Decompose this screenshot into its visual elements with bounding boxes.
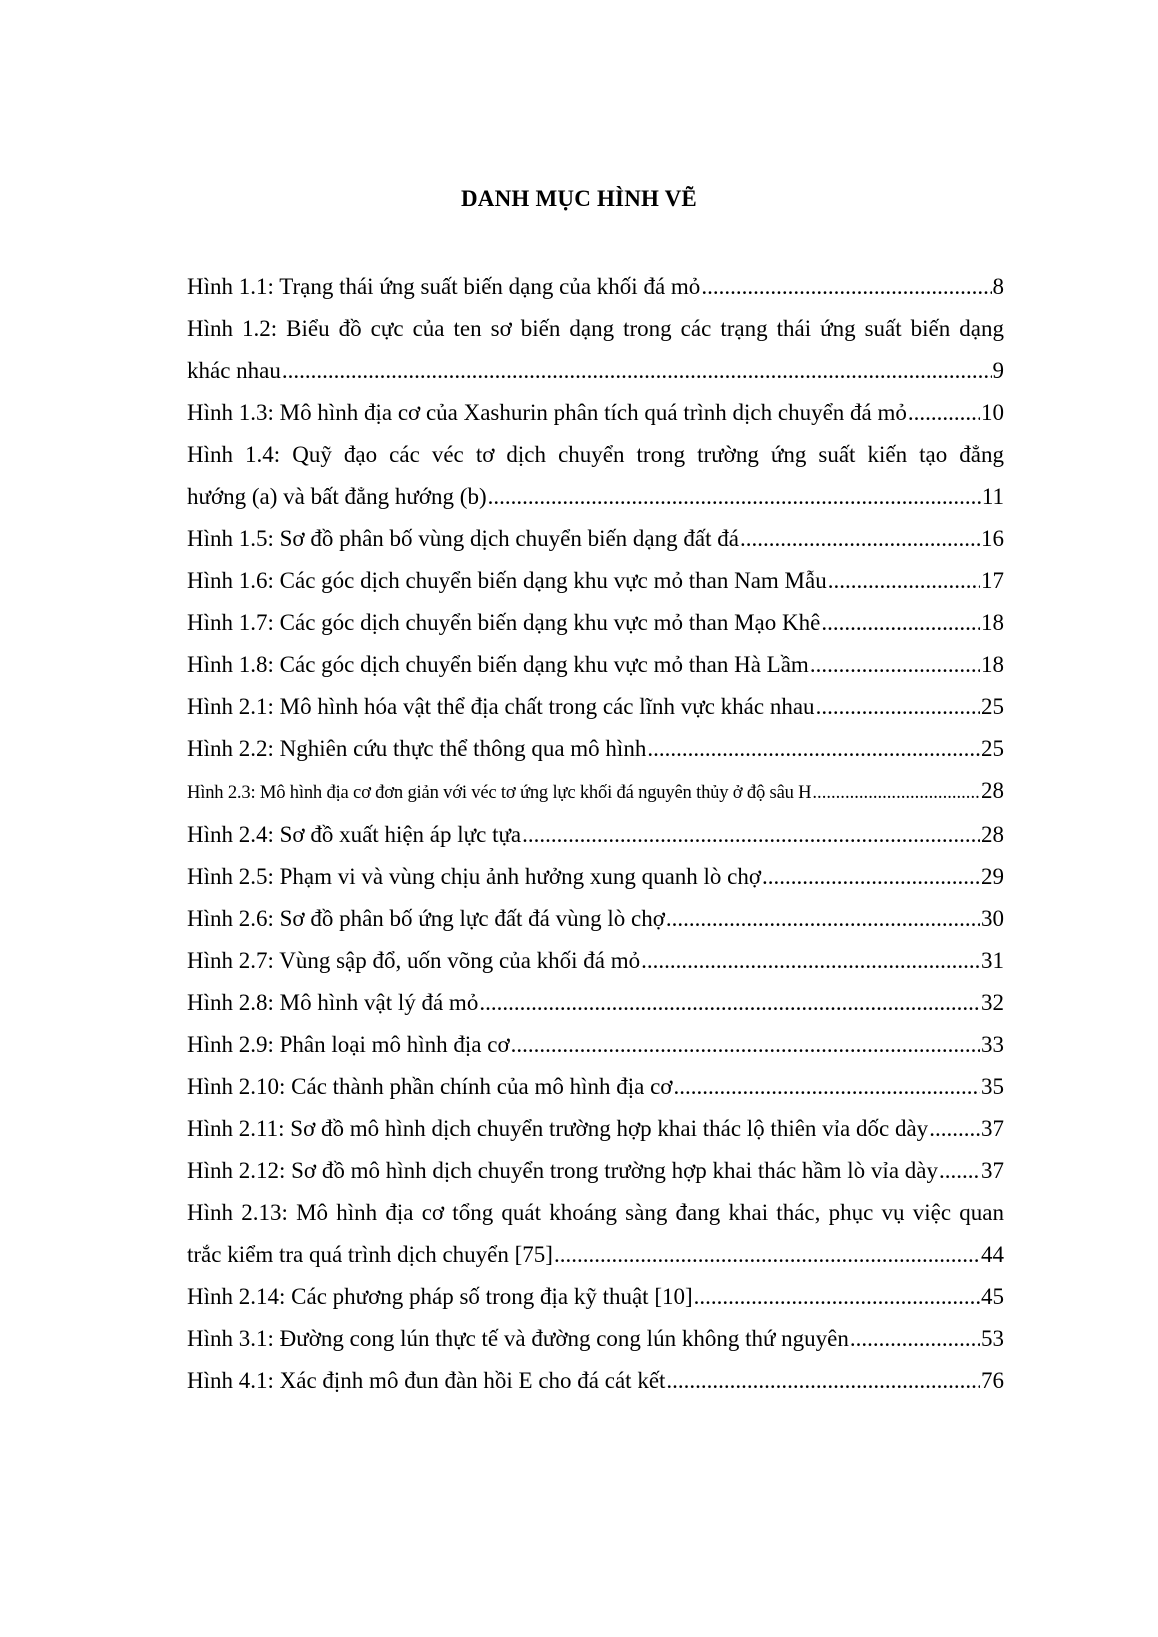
dot-leader xyxy=(522,814,980,856)
figure-entry[interactable] xyxy=(187,1024,1004,1066)
figure-entry-text: Hình 2.13: Mô hình địa cơ tổng quát khoáng sàng đang khai thác, phục vụ việc quan xyxy=(187,1200,1004,1225)
figure-entry[interactable] xyxy=(187,814,1004,856)
figure-entry[interactable] xyxy=(187,898,1004,940)
page-number: 45 xyxy=(981,1284,1004,1309)
dot-leader xyxy=(939,1150,980,1192)
figure-entry[interactable] xyxy=(187,770,1004,814)
dot-leader xyxy=(701,266,991,308)
page-number: 32 xyxy=(981,990,1004,1015)
dot-leader xyxy=(828,560,980,602)
figure-list xyxy=(187,266,1004,1402)
figure-entry-text: Hình 1.5: Sơ đồ phân bố vùng dịch chuyển biến dạng đất đá xyxy=(187,526,739,551)
dot-leader xyxy=(694,1276,980,1318)
page-number: 8 xyxy=(992,274,1004,299)
page-number: 44 xyxy=(981,1242,1004,1267)
page-number: 18 xyxy=(981,652,1004,677)
figure-entry[interactable] xyxy=(187,602,1004,644)
page-number: 11 xyxy=(981,484,1004,509)
dot-leader xyxy=(908,392,980,434)
figure-entry[interactable] xyxy=(187,1360,1004,1402)
figure-entry-text: trắc kiểm tra quá trình dịch chuyển [75] xyxy=(187,1242,553,1267)
dot-leader xyxy=(479,982,980,1024)
figure-entry-text: Hình 2.3: Mô hình địa cơ đơn giản với véc tơ ứng lực khối đá nguyên thủy ở độ sâu H xyxy=(187,782,812,803)
figure-entry[interactable] xyxy=(187,1108,1004,1150)
page-number: 35 xyxy=(981,1074,1004,1099)
figure-entry[interactable] xyxy=(187,940,1004,982)
figure-entry[interactable] xyxy=(187,728,1004,770)
figure-entry-text: Hình 1.8: Các góc dịch chuyển biến dạng khu vực mỏ than Hà Lầm xyxy=(187,652,809,677)
figure-entry-text: Hình 2.12: Sơ đồ mô hình dịch chuyển trong trường hợp khai thác hầm lò vỉa dày xyxy=(187,1158,938,1183)
figure-entry[interactable] xyxy=(187,518,1004,560)
figure-entry-text: Hình 1.4: Quỹ đạo các véc tơ dịch chuyển trong trường ứng suất kiến tạo đẳng xyxy=(187,442,1004,467)
figure-entry-text: Hình 1.7: Các góc dịch chuyển biến dạng khu vực mỏ than Mạo Khê xyxy=(187,610,821,635)
figure-entry[interactable] xyxy=(187,1276,1004,1318)
dot-leader xyxy=(666,898,980,940)
dot-leader xyxy=(816,686,980,728)
page-number: 29 xyxy=(981,864,1004,889)
page-number: 18 xyxy=(981,610,1004,635)
figure-entry-text: Hình 1.3: Mô hình địa cơ của Xashurin phân tích quá trình dịch chuyển đá mỏ xyxy=(187,400,907,425)
page-number: 28 xyxy=(981,822,1004,847)
figure-entry[interactable] xyxy=(187,1318,1004,1360)
figure-entry-text: khác nhau xyxy=(187,358,281,383)
page-number: 9 xyxy=(992,358,1004,383)
page-title: DANH MỤC HÌNH VẼ xyxy=(461,186,697,211)
figure-entry-text: Hình 1.2: Biểu đồ cực của ten sơ biến dạng trong các trạng thái ứng suất biến dạng xyxy=(187,316,1004,341)
figure-entry-text: Hình 2.4: Sơ đồ xuất hiện áp lực tựa xyxy=(187,822,522,847)
figure-entry-text: Hình 2.2: Nghiên cứu thực thể thông qua mô hình xyxy=(187,736,647,761)
figure-entry-text: Hình 3.1: Đường cong lún thực tế và đường cong lún không thứ nguyên xyxy=(187,1326,849,1351)
figure-entry-text: Hình 2.8: Mô hình vật lý đá mỏ xyxy=(187,990,479,1015)
dot-leader xyxy=(666,1360,980,1402)
figure-entry[interactable] xyxy=(187,1150,1004,1192)
dot-leader xyxy=(810,644,980,686)
dot-leader xyxy=(511,1024,980,1066)
page-number: 17 xyxy=(981,568,1004,593)
dot-leader xyxy=(850,1318,980,1360)
dot-leader xyxy=(673,1066,980,1108)
figure-entry[interactable] xyxy=(187,308,1004,392)
figure-entry[interactable] xyxy=(187,686,1004,728)
figure-entry-text: Hình 4.1: Xác định mô đun đàn hồi E cho đá cát kết xyxy=(187,1368,666,1393)
page-number: 37 xyxy=(981,1116,1004,1141)
dot-leader xyxy=(740,518,980,560)
page-number: 76 xyxy=(981,1368,1004,1393)
figure-entry-text: Hình 2.5: Phạm vi và vùng chịu ảnh hưởng xung quanh lò chợ xyxy=(187,864,762,889)
figure-entry-text: Hình 2.10: Các thành phần chính của mô hình địa cơ xyxy=(187,1074,673,1099)
figure-entry-text: Hình 2.14: Các phương pháp số trong địa kỹ thuật [10] xyxy=(187,1284,693,1309)
figure-entry-text: Hình 2.9: Phân loại mô hình địa cơ xyxy=(187,1032,510,1057)
figure-entry-text: Hình 2.7: Vùng sập đổ, uốn võng của khối đá mỏ xyxy=(187,948,641,973)
figure-entry[interactable] xyxy=(187,644,1004,686)
page-number: 25 xyxy=(981,736,1004,761)
dot-leader xyxy=(762,856,980,898)
figure-entry[interactable] xyxy=(187,982,1004,1024)
figure-entry[interactable] xyxy=(187,1192,1004,1276)
dot-leader xyxy=(554,1234,980,1276)
page-number: 31 xyxy=(981,948,1004,973)
page-number: 30 xyxy=(981,906,1004,931)
figure-entry[interactable] xyxy=(187,392,1004,434)
page-number: 33 xyxy=(981,1032,1004,1057)
figure-entry[interactable] xyxy=(187,266,1004,308)
dot-leader xyxy=(821,602,980,644)
figure-entry[interactable] xyxy=(187,560,1004,602)
dot-leader xyxy=(641,940,980,982)
page-number: 53 xyxy=(981,1326,1004,1351)
figure-entry[interactable] xyxy=(187,856,1004,898)
dot-leader xyxy=(282,350,992,392)
page-number: 28 xyxy=(981,778,1004,803)
figure-entry-text: hướng (a) và bất đẳng hướng (b) xyxy=(187,484,487,509)
figure-entry-text: Hình 2.6: Sơ đồ phân bố ứng lực đất đá vùng lò chợ xyxy=(187,906,665,931)
figure-entry-text: Hình 2.1: Mô hình hóa vật thể địa chất trong các lĩnh vực khác nhau xyxy=(187,694,815,719)
page-number: 10 xyxy=(981,400,1004,425)
dot-leader xyxy=(812,772,980,814)
page-number: 25 xyxy=(981,694,1004,719)
dot-leader xyxy=(647,728,980,770)
figure-entry[interactable] xyxy=(187,1066,1004,1108)
figure-entry-text: Hình 2.11: Sơ đồ mô hình dịch chuyển trường hợp khai thác lộ thiên vỉa dốc dày xyxy=(187,1116,929,1141)
dot-leader xyxy=(488,476,981,518)
figure-entry[interactable] xyxy=(187,434,1004,518)
figure-entry-text: Hình 1.6: Các góc dịch chuyển biến dạng khu vực mỏ than Nam Mẫu xyxy=(187,568,827,593)
figure-entry-text: Hình 1.1: Trạng thái ứng suất biến dạng của khối đá mỏ xyxy=(187,274,701,299)
page-number: 16 xyxy=(981,526,1004,551)
page-number: 37 xyxy=(981,1158,1004,1183)
dot-leader xyxy=(929,1108,980,1150)
